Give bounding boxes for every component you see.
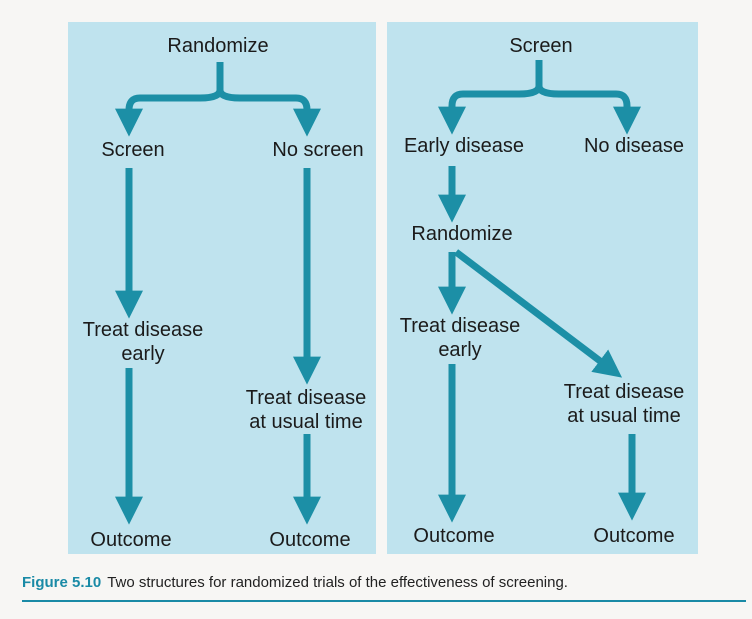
right-randomize-label: Randomize	[411, 223, 513, 245]
left-treat-early-label	[83, 318, 203, 366]
left-no-screen-label: No screen	[272, 139, 364, 161]
left-diagram-panel	[68, 22, 376, 554]
right-screen-label: Screen	[509, 35, 573, 57]
right-treat-early-label	[400, 314, 520, 362]
left-treat-usual-label	[246, 386, 366, 434]
right-treat-early-line2: early	[438, 339, 482, 361]
right-outcome-b-label: Outcome	[593, 525, 675, 547]
right-treat-usual-label	[564, 380, 684, 428]
left-randomize-label: Randomize	[167, 35, 269, 57]
left-treat-early-line1: Treat disease	[82, 319, 204, 341]
left-outcome-b-label: Outcome	[269, 529, 351, 551]
left-treat-usual-line2: at usual time	[249, 411, 363, 433]
right-outcome-a-label: Outcome	[413, 525, 495, 547]
left-treat-usual-line1: Treat disease	[245, 387, 367, 409]
right-treat-early-line1: Treat disease	[399, 315, 521, 337]
caption-text: Two structures for randomized trials of the effectiveness of screening.	[107, 574, 568, 591]
right-treat-usual-line2: at usual time	[567, 405, 681, 427]
figure-number: Figure 5.10	[22, 574, 102, 591]
figure-caption	[22, 574, 568, 591]
right-diagram-panel	[387, 22, 698, 554]
right-no-disease-label: No disease	[583, 135, 685, 157]
right-early-disease-label: Early disease	[403, 135, 525, 157]
left-screen-label: Screen	[101, 139, 165, 161]
caption-divider	[22, 600, 746, 602]
left-outcome-a-label: Outcome	[90, 529, 172, 551]
right-treat-usual-line1: Treat disease	[563, 381, 685, 403]
left-treat-early-line2: early	[121, 343, 165, 365]
